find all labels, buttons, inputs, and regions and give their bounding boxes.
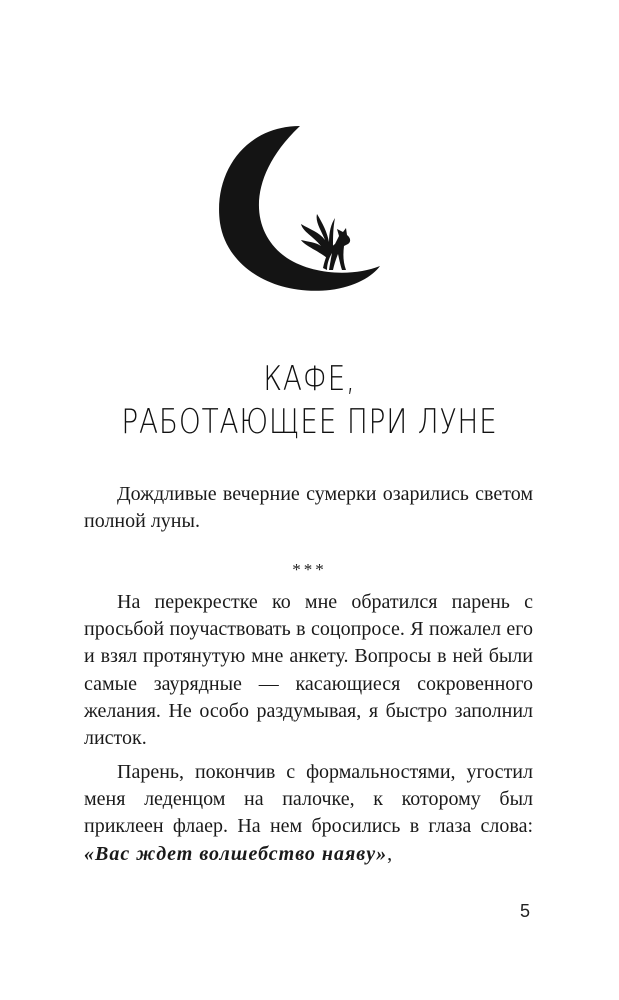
scene-separator: ***	[292, 560, 327, 579]
paragraph-3	[84, 759, 533, 868]
page-number: 5	[519, 901, 530, 921]
crescent-moon-with-fox-icon	[205, 118, 395, 298]
flyer-quote: «Вас ждет волшебство наяву»	[84, 842, 388, 865]
paragraph-3-text: Парень, покончив с формальностями, угостил меня леденцом на палочке, к которому был приклеен флаер. На нем бросились в глаза слова:	[84, 761, 533, 838]
paragraph-1: Дождливые вечерние сумерки озарились светом полной луны.	[84, 483, 533, 533]
paragraph-3-end: ,	[387, 842, 393, 865]
chapter-title-line-2: РАБОТАЮЩЕЕ ПРИ ЛУНЕ	[121, 402, 498, 442]
paragraph-2: На перекрестке ко мне обратился парень с просьбой поучаствовать в соцопросе. Я пожалел его и взял протянутую мне анкету. Вопросы в ней были самые заурядные — касающиеся сокровенного желания. Не особо раздумывая, я быстро заполнил листок.	[84, 591, 533, 750]
chapter-title-line-1: КАФЕ,	[263, 359, 356, 399]
